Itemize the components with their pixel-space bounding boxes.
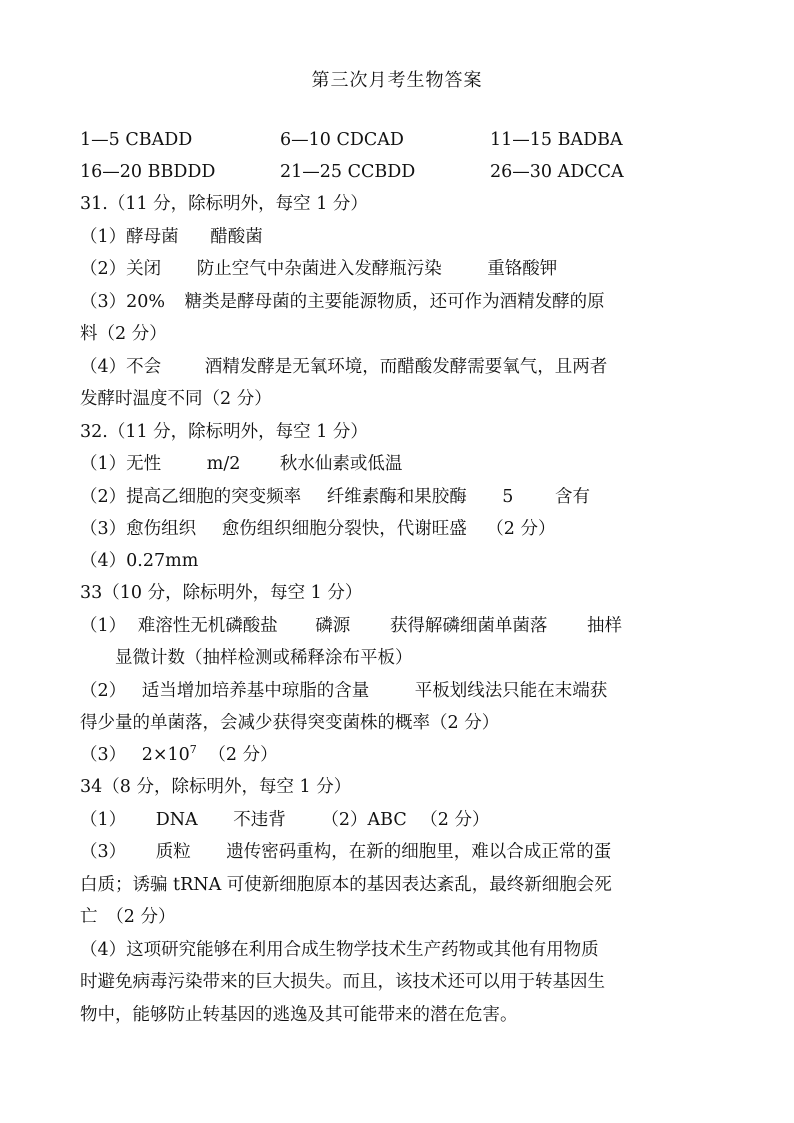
q31-header: 31.（11 分，除标明外，每空 1 分） <box>80 194 368 214</box>
q32-part-4: （4）0.27mm <box>80 551 199 571</box>
q31-part-4-cont: 发酵时温度不同（2 分） <box>80 389 272 409</box>
answer-text <box>142 743 197 767</box>
answer-text: 纤维素酶和果胶酶 <box>326 487 467 507</box>
q33-part-1 <box>80 614 622 638</box>
answer-text: m/2 <box>206 454 241 474</box>
answer-text: （1）酵母菌 <box>80 227 179 247</box>
answer-text: （3） <box>80 842 127 862</box>
answer-text: 抽样 <box>586 616 622 636</box>
q32-part-1 <box>80 452 402 476</box>
q34-part-1 <box>80 808 490 832</box>
q32-header: 32.（11 分，除标明外，每空 1 分） <box>80 422 368 442</box>
answer-text: 糖类是酵母菌的主要能源物质，还可作为酒精发酵的原 <box>184 292 605 312</box>
answer-text: 含有 <box>555 487 591 507</box>
answer-text: 醋酸菌 <box>210 227 263 247</box>
answer-text: （1） <box>80 810 127 830</box>
answer-group: 26—30 ADCCA <box>490 162 624 182</box>
answer-group: 1—5 CBADD <box>80 130 193 150</box>
value-exponent: 7 <box>189 743 197 756</box>
answer-text: （2）ABC <box>321 810 407 830</box>
q34-part-4-cont: 物中，能够防止转基因的逃逸及其可能带来的潜在危害。 <box>80 1005 518 1025</box>
answer-text: 磷源 <box>315 616 351 636</box>
answer-group: 11—15 BADBA <box>490 130 623 150</box>
answer-text: （2）关闭 <box>80 259 162 279</box>
answer-text: （1） <box>80 616 127 636</box>
answer-text: （4）不会 <box>80 357 162 377</box>
q34-header: 34（8 分，除标明外，每空 1 分） <box>80 777 352 797</box>
answer-text: （1）无性 <box>80 454 162 474</box>
answer-text: （2 分） <box>486 519 556 539</box>
q31-part-3-cont: 料（2 分） <box>80 324 167 344</box>
answer-text: 愈伤组织细胞分裂快，代谢旺盛 <box>221 519 467 539</box>
q31-part-2 <box>80 257 557 281</box>
answer-text: 遗传密码重构，在新的细胞里，难以合成正常的蛋 <box>226 842 612 862</box>
answer-text: 酒精发酵是无氧环境，而醋酸发酵需要氧气，且两者 <box>204 357 608 377</box>
answer-text: 平板划线法只能在末端获 <box>414 681 608 701</box>
answer-group: 6—10 CDCAD <box>280 130 404 150</box>
q34-part-3-cont: 白质；诱骗 tRNA 可使新细胞原本的基因表达紊乱，最终新细胞会死 <box>80 875 612 895</box>
answer-text: DNA <box>155 810 198 830</box>
answers-row-1 <box>80 128 720 152</box>
q34-part-4-cont: 时避免病毒污染带来的巨大损失。而且，该技术还可以用于转基因生 <box>80 972 605 992</box>
q34-part-4: （4）这项研究能够在利用合成生物学技术生产药物或其他有用物质 <box>80 940 599 960</box>
q31-part-3 <box>80 290 605 314</box>
answer-text: 重铬酸钾 <box>487 259 558 279</box>
q33-part-2-cont: 得少量的单菌落，会减少获得突变菌株的概率（2 分） <box>80 713 500 733</box>
q34-part-3-cont: 亡 （2 分） <box>80 907 176 927</box>
answer-text: 不违背 <box>233 810 286 830</box>
q33-part-2 <box>80 679 607 703</box>
answer-text: 适当增加培养基中琼脂的含量 <box>141 681 370 701</box>
page-title: 第三次月考生物答案 <box>311 70 483 91</box>
answer-text: 获得解磷细菌单菌落 <box>389 616 548 636</box>
answer-text: （3）20% <box>80 292 166 312</box>
answer-text: 难溶性无机磷酸盐 <box>137 616 278 636</box>
answer-text: （2） <box>80 681 127 701</box>
q34-part-3 <box>80 840 611 864</box>
answer-text: （2）提高乙细胞的突变频率 <box>80 487 302 507</box>
answer-text: 秋水仙素或低温 <box>279 454 403 474</box>
value-mantissa: 2×10 <box>141 745 190 765</box>
answer-text: 防止空气中杂菌进入发酵瓶污染 <box>196 259 442 279</box>
q32-part-3 <box>80 517 556 541</box>
answer-text: （3） <box>80 745 127 765</box>
answer-text: 质粒 <box>155 842 191 862</box>
answer-text: （2 分） <box>420 810 490 830</box>
q33-header: 33（10 分，除标明外，每空 1 分） <box>80 583 363 603</box>
answers-row-2 <box>80 160 720 184</box>
q33-part-3 <box>80 743 278 767</box>
answer-text: 5 <box>502 487 514 507</box>
q33-part-1-cont: 显微计数（抽样检测或稀释涂布平板） <box>115 648 413 668</box>
q31-part-4 <box>80 355 607 379</box>
q31-part-1 <box>80 225 263 249</box>
q32-part-2 <box>80 485 590 509</box>
answer-text: （2 分） <box>208 745 278 765</box>
answer-group: 16—20 BBDDD <box>80 162 216 182</box>
answer-group: 21—25 CCBDD <box>280 162 416 182</box>
answer-text: （3）愈伤组织 <box>80 519 197 539</box>
